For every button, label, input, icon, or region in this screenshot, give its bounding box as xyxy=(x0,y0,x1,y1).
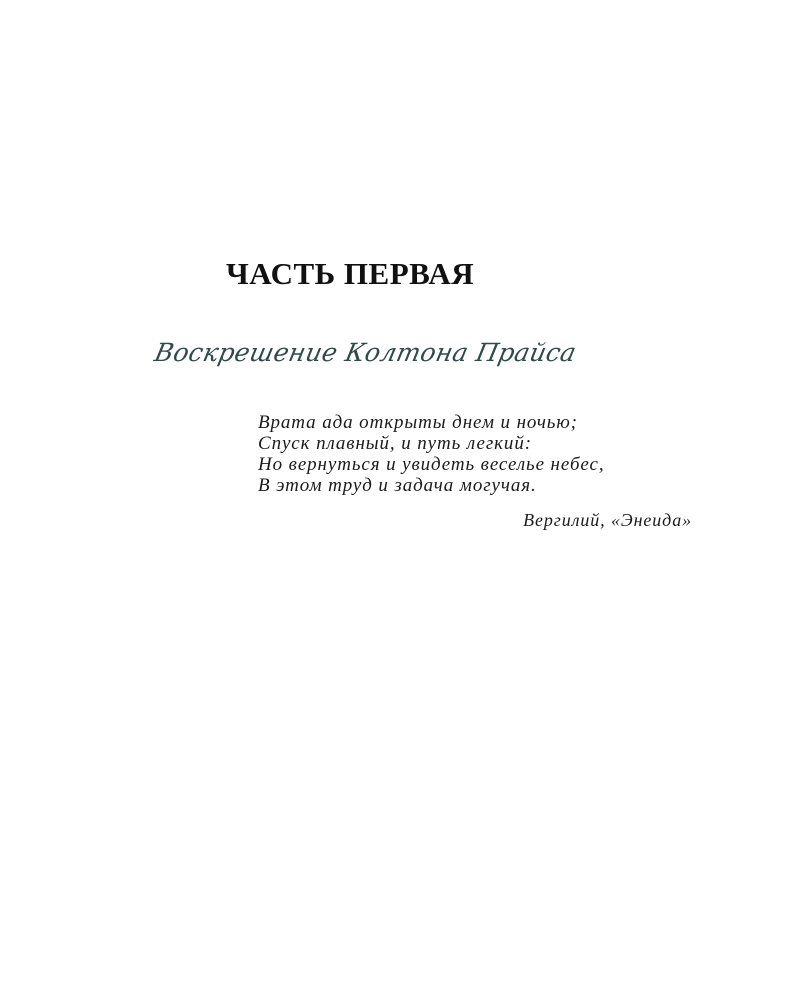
epigraph xyxy=(258,412,698,496)
part-heading: ЧАСТЬ ПЕРВАЯ xyxy=(226,256,475,291)
epigraph-source: Вергилий, «Энеида» xyxy=(523,510,692,530)
epigraph-line: Но вернуться и увидеть веселье небес, xyxy=(258,454,605,475)
part-subtitle: Воскрешение Колтона Прайса xyxy=(152,338,580,367)
epigraph-line: В этом труд и задача могучая. xyxy=(258,475,537,496)
epigraph-line: Врата ада открыты днем и ночью; xyxy=(258,412,578,433)
epigraph-line: Спуск плавный, и путь легкий: xyxy=(258,433,532,454)
